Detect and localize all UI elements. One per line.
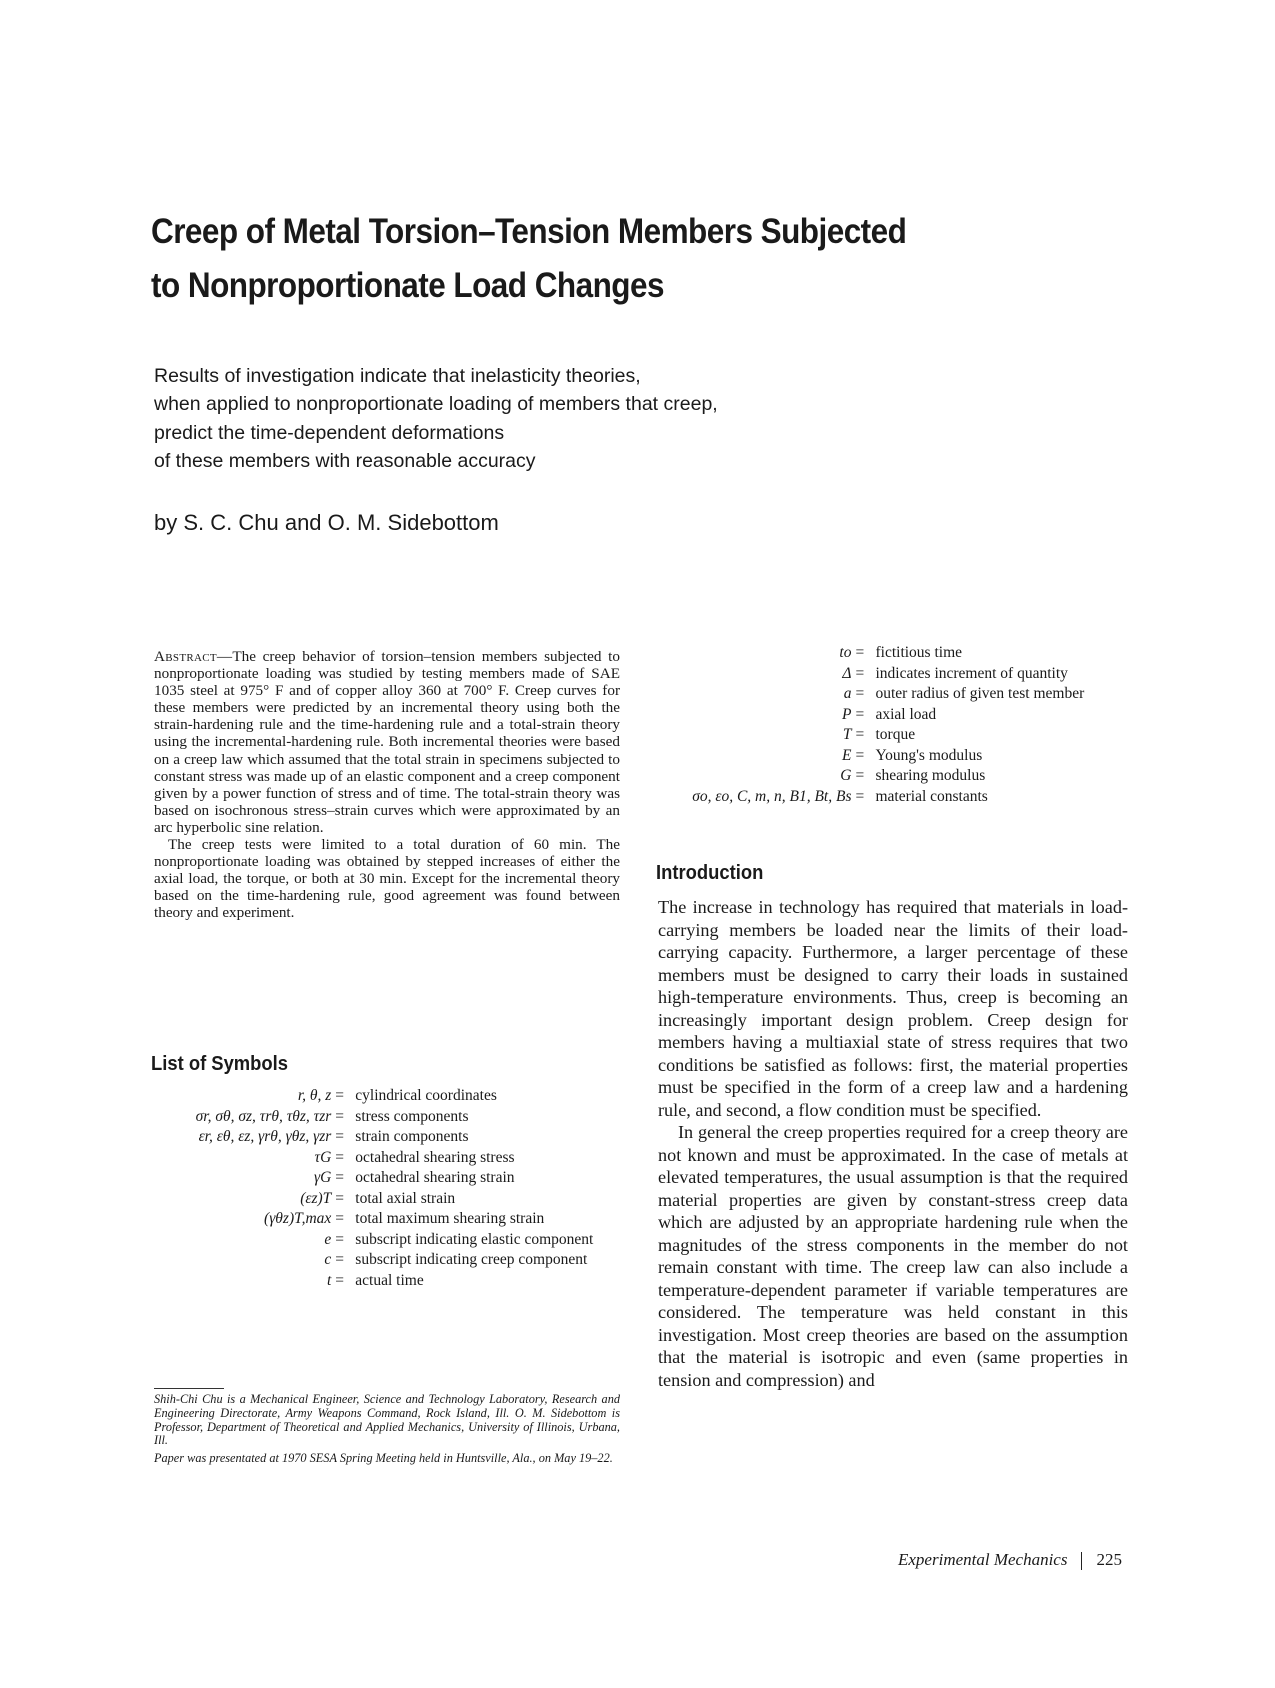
equals-sign: =: [335, 1148, 345, 1166]
symbol-description: actual time: [355, 1271, 424, 1289]
symbol: r, θ, z: [297, 1087, 332, 1104]
symbol-row: [658, 645, 1128, 662]
symbols-table-right: [658, 645, 1128, 805]
symbol: to: [839, 644, 852, 661]
symbol-description: subscript indicating elastic component: [355, 1230, 594, 1248]
footnote-rule: [154, 1388, 224, 1389]
symbol-row: [658, 723, 1128, 744]
symbol-description: subscript indicating creep component: [355, 1251, 588, 1268]
footer-divider: [1081, 1552, 1082, 1570]
footnote: [154, 1393, 620, 1470]
subtitle-line: Results of investigation indicate that inelasticity theories,: [154, 365, 641, 387]
equals-sign: =: [335, 1107, 345, 1125]
abstract-paragraph-1: [154, 648, 620, 836]
subtitle-line: predict the time-dependent deformations: [154, 421, 505, 444]
symbol-row: [180, 1248, 620, 1269]
equals-sign: =: [335, 1271, 345, 1289]
journal-name: Experimental Mechanics: [898, 1550, 1068, 1569]
symbol: a: [843, 685, 852, 702]
symbol-description: total maximum shearing strain: [355, 1210, 545, 1227]
symbol: σo, εo, C, m, n, B1, Bt, Bs: [692, 787, 852, 805]
symbols-heading: List of Symbols: [151, 1053, 288, 1075]
equals-sign: =: [335, 1128, 345, 1145]
symbol-row: [180, 1269, 620, 1290]
symbol: e: [324, 1230, 332, 1248]
equals-sign: =: [855, 767, 865, 784]
page-footer: [898, 1550, 1122, 1570]
symbol-row: [180, 1146, 620, 1167]
title-line-2: to Nonproportionate Load Changes: [151, 266, 664, 305]
paper-title: [151, 205, 1051, 313]
symbols-table-left: [180, 1088, 620, 1289]
symbol: σr, σθ, σz, τrθ, τθz, τzr: [195, 1107, 332, 1125]
intro-paragraph-1: The increase in technology has required that materials in load-carrying members be loaded near the limits of their load-carrying capacity. Furthermore, a larger percentage of these members must be designed to carry their loads in sustained high-temperature environments. Thus, creep is becoming an increasingly important design problem. Creep design for members having a multiaxial state of stress requires that two conditions be satisfied as follows: first, the material properties must be specified in the form of a creep law and a hardening rule, and second, a flow condition must be specified.: [658, 897, 1128, 1120]
symbol: (γθz)T,max: [264, 1210, 332, 1227]
equals-sign: =: [335, 1169, 345, 1186]
equals-sign: =: [335, 1189, 345, 1207]
footnote-presentation: Paper was presentated at 1970 SESA Spring Meeting held in Huntsville, Ala., on May 19–22.: [154, 1451, 613, 1466]
symbol: T: [842, 726, 852, 743]
symbol-row: [658, 682, 1128, 703]
symbol-description: octahedral shearing strain: [355, 1169, 515, 1186]
introduction-heading: Introduction: [656, 862, 764, 884]
equals-sign: =: [855, 726, 865, 743]
symbol: τG: [314, 1148, 332, 1166]
equals-sign: =: [335, 1230, 345, 1248]
symbol: εr, εθ, εz, γrθ, γθz, γzr: [198, 1128, 332, 1145]
symbol-description: cylindrical coordinates: [355, 1087, 497, 1104]
equals-sign: =: [855, 746, 865, 764]
abstract: [154, 648, 620, 922]
symbol-row: [180, 1105, 620, 1126]
page-number: 225: [1096, 1550, 1122, 1569]
equals-sign: =: [855, 685, 865, 702]
symbol-description: octahedral shearing stress: [355, 1148, 515, 1166]
footnote-affiliation: Shih-Chi Chu is a Mechanical Engineer, Science and Technology Laboratory, Research and Engineering Directorate, Army Weapons Command, Rock Island, Ill. O. M. Sidebottom is Professor, Department of Theoretical and Applied Mechanics, University of Illinois, Urbana, Ill.: [154, 1392, 620, 1448]
equals-sign: =: [335, 1210, 345, 1227]
equals-sign: =: [335, 1251, 345, 1268]
symbol-description: outer radius of given test member: [875, 685, 1085, 702]
symbol-row: [180, 1125, 620, 1146]
symbol-row: [180, 1166, 620, 1187]
symbol-description: indicates increment of quantity: [875, 664, 1068, 682]
subtitle-line: when applied to nonproportionate loading of members that creep,: [154, 393, 718, 416]
symbol-row: [658, 703, 1128, 724]
symbol-description: torque: [875, 726, 916, 743]
byline: by S. C. Chu and O. M. Sidebottom: [154, 510, 499, 535]
symbol-description: shearing modulus: [875, 767, 986, 784]
symbol-row: [180, 1088, 620, 1105]
equals-sign: =: [855, 644, 865, 661]
symbol-row: [658, 785, 1128, 806]
symbol-description: total axial strain: [355, 1189, 456, 1207]
symbol-row: [180, 1228, 620, 1249]
symbol: P: [842, 705, 852, 723]
intro-paragraph-2: In general the creep properties required for a creep theory are not known and must be approximated. In the case of metals at elevated temperatures, the usual assumption is that the required material properties are given by constant-stress creep data which are adjusted by an appropriate hardening rule when the magnitudes of the stress components in the member do not remain constant with time. The creep law can also include a temperature-dependent parameter if variable temperatures are considered. The temperature was held constant in this investigation. Most creep theories are based on the assumption that the material is isotropic and even (same properties in tension and compression) and: [658, 1122, 1128, 1390]
symbol-row: [658, 662, 1128, 683]
symbol: γG: [313, 1169, 332, 1186]
symbol-row: [180, 1207, 620, 1228]
symbol-row: [658, 764, 1128, 785]
symbol-row: [658, 744, 1128, 765]
equals-sign: =: [335, 1087, 345, 1104]
symbol-description: axial load: [875, 705, 937, 723]
abstract-paragraph-2: The creep tests were limited to a total duration of 60 min. The nonproportionate loading was obtained by stepped increases of either the axial load, the torque, or both at 30 min. Except for the incremental theory based on the time-hardening rule, good agreement was found between theory and experiment.: [154, 836, 620, 922]
symbol-row: [180, 1187, 620, 1208]
symbol-description: stress components: [355, 1107, 469, 1125]
symbol: t: [326, 1271, 332, 1289]
equals-sign: =: [855, 787, 865, 805]
equals-sign: =: [855, 705, 865, 723]
symbol: E: [842, 746, 852, 764]
introduction-body: [658, 896, 1128, 1391]
symbol-description: material constants: [875, 787, 988, 805]
abstract-text-1: The creep behavior of torsion–tension members subjected to nonproportionate loading was studied by testing members made of SAE 1035 steel at 975° F and of copper alloy 360 at 700° F. Creep curves for these members were predicted by an incremental theory using both the strain-hardening rule and the time-hardening rule and a total-strain theory using the incremental-hardening rule. Both incremental theories were based on a creep law which assumed that the total strain in specimens subjected to constant stress was made up of an elastic component and a creep component given by a power function of stress and of time. The total-strain theory was based on isochronous stress–strain curves which were approximated by an arc hyperbolic sine relation.: [154, 648, 620, 836]
symbol-description: fictitious time: [875, 644, 963, 661]
symbol: c: [324, 1251, 332, 1268]
equals-sign: =: [855, 664, 865, 682]
symbol: G: [840, 767, 852, 784]
symbol: (εz)T: [300, 1189, 332, 1207]
title-line-1: Creep of Metal Torsion–Tension Members Subjected: [151, 212, 907, 251]
symbol-description: Young's modulus: [875, 746, 983, 764]
symbol-description: strain components: [355, 1128, 469, 1145]
symbol: Δ: [842, 664, 852, 682]
abstract-label: Abstract—: [154, 648, 233, 665]
subtitle-line: of these members with reasonable accuracy: [154, 449, 536, 472]
subtitle: [154, 362, 718, 475]
